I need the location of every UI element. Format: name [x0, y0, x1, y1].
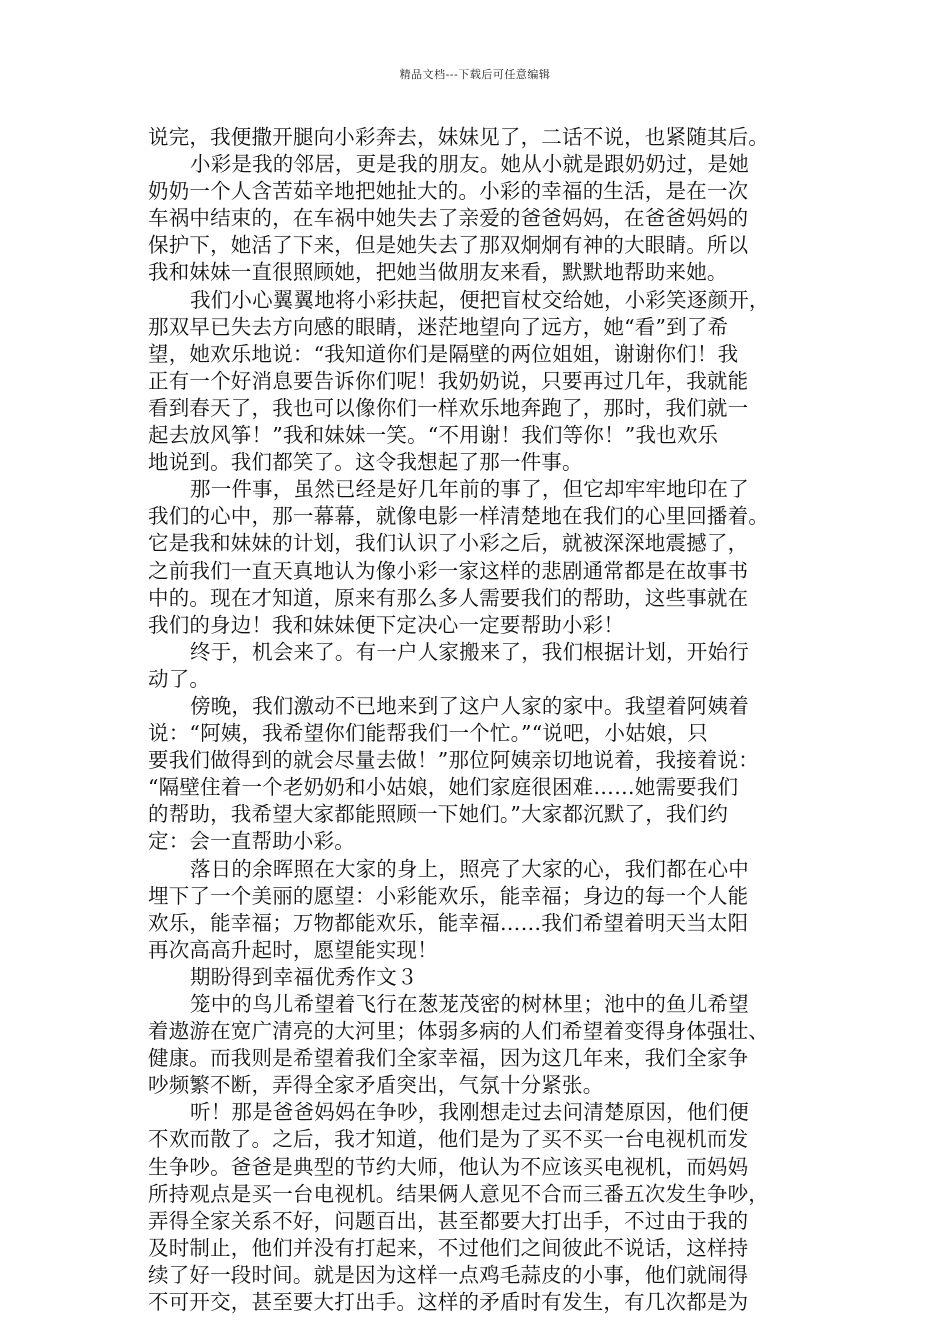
text-line: 不可开交，甚至要大打出手。这样的矛盾时有发生，有几次都是为 [148, 1290, 749, 1315]
text-line: 终于，机会来了。有一户人家搬来了，我们根据计划，开始行 [190, 639, 749, 664]
text-line: 再次高高升起时，愿望能实现！ [148, 937, 438, 962]
text-line: 动了。 [148, 666, 211, 691]
text-line: 说完，我便撒开腿向小彩奔去，妹妹见了，二话不说，也紧随其后。 [148, 125, 769, 149]
text-line: 落日的余晖照在大家的身上，照亮了大家的心，我们都在心中 [190, 856, 749, 881]
text-line: 保护下，她活了下来，但是她失去了那双炯炯有神的大眼睛。所以 [148, 233, 749, 258]
text-line: 地说到。我们都笑了。这令我想起了那一件事。 [148, 450, 583, 475]
text-line: 不欢而散了。之后，我才知道，他们是为了买不买一台电视机而发 [148, 1127, 749, 1152]
text-line: 我们的身边！我和妹妹便下定决心一定要帮助小彩！ [148, 612, 625, 637]
text-line: 健康。而我则是希望着我们全家幸福，因为这几年来，我们全家争 [148, 1046, 749, 1071]
text-line: 之前我们一直天真地认为像小彩一家这样的悲剧通常都是在故事书 [148, 558, 749, 583]
text-line: 笼中的鸟儿希望着飞行在葱茏茂密的树林里；池中的鱼儿希望 [190, 992, 749, 1016]
text-line: 欢乐，能幸福；万物都能欢乐，能幸福……我们希望着明天当太阳 [148, 910, 749, 935]
text-line: 那双早已失去方向感的眼睛，迷茫地望向了远方，她“看”到了希 [148, 314, 729, 339]
text-line: 及时制止，他们并没有打起来，不过他们之间彼此不说话，这样持 [148, 1235, 749, 1260]
text-line: 所持观点是买一台电视机。结果俩人意见不合而三番五次发生争吵， [148, 1181, 769, 1206]
text-line: 奶奶一个人含苦茹辛地把她扯大的。小彩的幸福的生活，是在一次 [148, 179, 749, 204]
text-line: 要我们做得到的就会尽量去做！”那位阿姨亲切地说着，我接着说： [148, 748, 759, 773]
text-line: 它是我和妹妹的计划，我们认识了小彩之后，就被深深地震撼了， [148, 531, 749, 556]
text-line: 车祸中结束的，在车祸中她失去了亲爱的爸爸妈妈，在爸爸妈妈的 [148, 206, 749, 231]
text-line: 望，她欢乐地说：“我知道你们是隔壁的两位姐姐，谢谢你们！我 [148, 341, 739, 366]
text-line: 听！那是爸爸妈妈在争吵，我刚想走过去问清楚原因，他们便 [190, 1100, 749, 1125]
text-line: 说：“阿姨，我希望你们能帮我们一个忙。”“说吧，小姑娘，只 [148, 721, 708, 746]
text-line: 我们小心翼翼地将小彩扶起，便把盲杖交给她，小彩笑逐颜开， [190, 287, 770, 312]
text-line: 我们的心中，那一幕幕，就像电影一样清楚地在我们的心里回播着。 [148, 504, 769, 529]
text-line: 续了好一段时间。就是因为这样一点鸡毛蒜皮的小事，他们就闹得 [148, 1262, 749, 1287]
text-line: 我和妹妹一直很照顾她，把她当做朋友来看，默默地帮助来她。 [148, 260, 728, 285]
text-line: “隔壁住着一个老奶奶和小姑娘，她们家庭很困难……她需要我们 [148, 775, 739, 800]
text-line: 起去放风筝！”我和妹妹一笑。“不用谢！我们等你！”我也欢乐 [148, 423, 719, 448]
text-line: 着遨游在宽广清亮的大河里；体弱多病的人们希望着变得身体强壮、 [148, 1019, 769, 1044]
text-line: 小彩是我的邻居，更是我的朋友。她从小就是跟奶奶过，是她 [190, 152, 749, 177]
text-line: 的帮助，我希望大家都能照顾一下她们。”大家都沉默了，我们约 [148, 802, 729, 827]
text-line: 期盼得到幸福优秀作文３ [190, 964, 418, 989]
text-line: 弄得全家关系不好，问题百出，甚至都要大打出手，不过由于我的 [148, 1208, 749, 1233]
document-body [148, 124, 813, 1316]
text-line: 吵频繁不断，弄得全家矛盾突出，气氛十分紧张。 [148, 1073, 604, 1098]
text-line: 定：会一直帮助小彩。 [148, 829, 355, 854]
text-line: 傍晚，我们激动不已地来到了这户人家的家中。我望着阿姨着 [190, 693, 749, 718]
text-line: 埋下了一个美丽的愿望：小彩能欢乐，能幸福；身边的每一个人能 [148, 883, 749, 908]
text-line: 生争吵。爸爸是典型的节约大师，他认为不应该买电视机，而妈妈 [148, 1154, 749, 1179]
text-line: 正有一个好消息要告诉你们呢！我奶奶说，只要再过几年，我就能 [148, 368, 749, 393]
page-header: 精品文档---下载后可任意编辑 [399, 68, 551, 81]
text-line: 那一件事，虽然已经是好几年前的事了，但它却牢牢地印在了 [190, 477, 749, 502]
text-line: 看到春天了，我也可以像你们一样欢乐地奔跑了，那时，我们就一 [148, 395, 749, 420]
text-line: 中的。现在才知道，原来有那么多人需要我们的帮助，这些事就在 [148, 585, 749, 610]
